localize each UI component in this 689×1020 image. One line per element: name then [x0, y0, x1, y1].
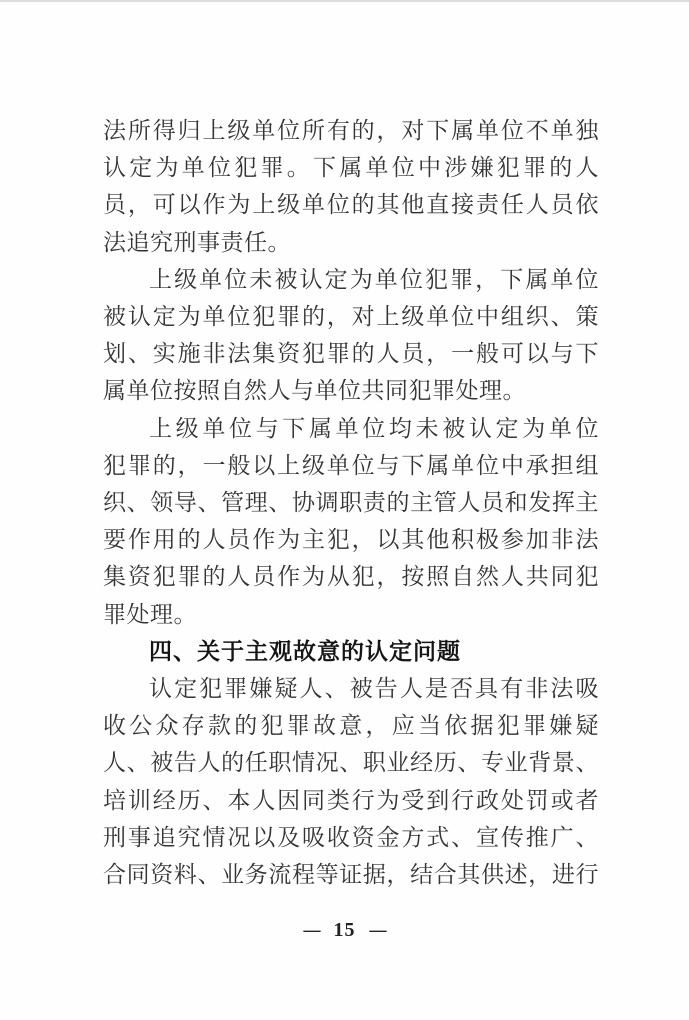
page-number: 15	[333, 919, 356, 941]
page-footer	[0, 916, 689, 944]
text-line: 上级单位未被认定为单位犯罪，下属单位	[149, 266, 599, 292]
text-line: 合同资料、业务流程等证据，结合其供述，进行	[103, 862, 599, 888]
footer-dash-left: —	[303, 919, 320, 941]
text-line: 集资犯罪的人员作为从犯，按照自然人共同犯	[103, 564, 599, 590]
text-line: 法追究刑事责任。	[103, 229, 291, 255]
paragraph	[103, 261, 599, 410]
text-line: 要作用的人员作为主犯，以其他积极参加非法	[103, 527, 599, 553]
paragraph	[103, 410, 599, 633]
text-line: 织、领导、管理、协调职责的主管人员和发挥主	[103, 490, 599, 516]
document-body	[103, 112, 599, 893]
text-line: 认定为单位犯罪。下属单位中涉嫌犯罪的人	[103, 155, 599, 181]
footer-dash-right: —	[369, 919, 386, 941]
text-line: 上级单位与下属单位均未被认定为单位	[149, 415, 599, 441]
text-line: 罪处理。	[103, 601, 197, 627]
section-heading	[103, 633, 599, 670]
text-line: 四、关于主观故意的认定问题	[149, 638, 461, 664]
scan-edge-line	[0, 0, 689, 2]
text-line: 属单位按照自然人与单位共同犯罪处理。	[103, 378, 526, 404]
text-line: 被认定为单位犯罪的，对上级单位中组织、策	[103, 304, 599, 330]
text-line: 刑事追究情况以及吸收资金方式、宣传推广、	[103, 824, 599, 850]
text-line: 人、被告人的任职情况、职业经历、专业背景、	[103, 750, 599, 776]
paragraph	[103, 112, 599, 261]
text-line: 员，可以作为上级单位的其他直接责任人员依	[103, 192, 599, 218]
text-line: 犯罪的，一般以上级单位与下属单位中承担组	[103, 452, 599, 478]
paragraph	[103, 670, 599, 893]
text-line: 认定犯罪嫌疑人、被告人是否具有非法吸	[149, 676, 599, 702]
text-line: 培训经历、本人因同类行为受到行政处罚或者	[103, 787, 599, 813]
text-line: 划、实施非法集资犯罪的人员，一般可以与下	[103, 341, 599, 367]
text-line: 法所得归上级单位所有的，对下属单位不单独	[103, 118, 599, 143]
text-line: 收公众存款的犯罪故意，应当依据犯罪嫌疑	[103, 713, 599, 739]
